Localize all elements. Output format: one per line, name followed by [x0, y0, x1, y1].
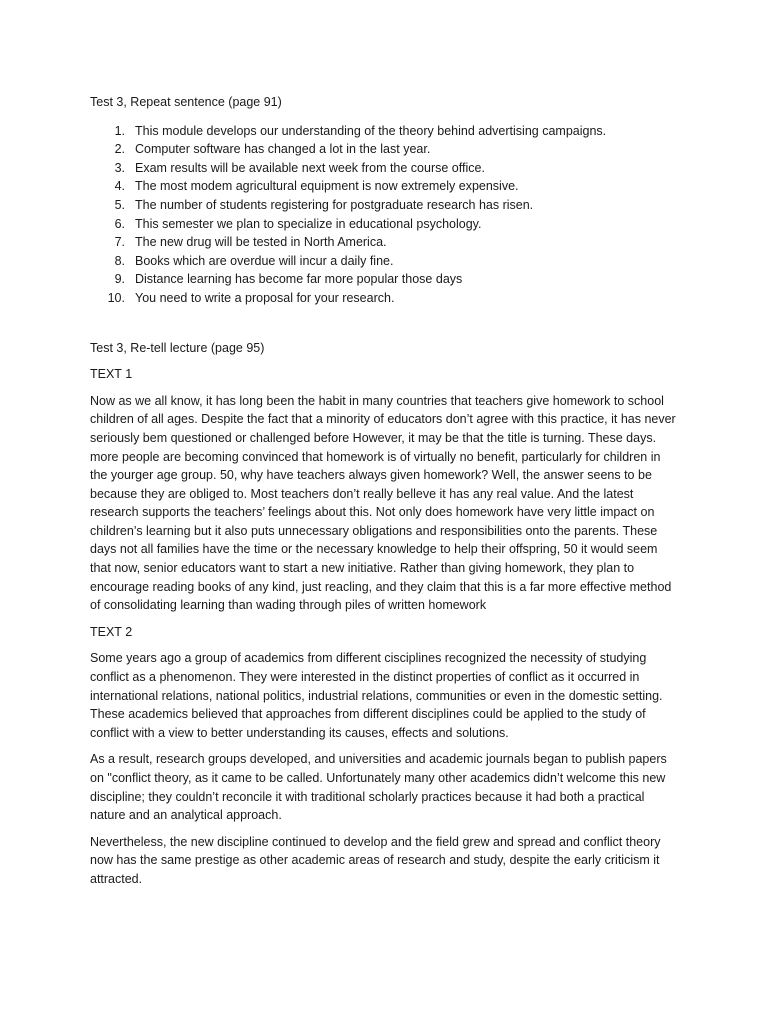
list-item: [90, 140, 680, 159]
repeat-sentence-list: [90, 122, 680, 308]
list-item-number: 8.: [114, 253, 125, 268]
list-item-text: This module develops our understanding of the theory behind advertising campaigns.: [135, 123, 607, 138]
list-item-text: Distance learning has become far more popular those days: [135, 272, 463, 287]
list-item-number: 2.: [114, 142, 125, 157]
list-item-text: The new drug will be tested in North America.: [135, 235, 387, 250]
list-item-text: Books which are overdue will incur a daily fine.: [135, 253, 394, 268]
list-item-number: 9.: [114, 272, 125, 287]
list-item: [90, 177, 680, 196]
retell-lecture-heading: Test 3, Re-tell lecture (page 95): [90, 340, 265, 355]
list-item: [90, 252, 680, 271]
list-item-text: The number of students registering for postgraduate research has risen.: [135, 197, 534, 212]
text-2-label: TEXT 2: [90, 624, 133, 639]
list-item-text: Exam results will be available next week from the course office.: [135, 160, 485, 175]
text-2-paragraph: As a result, research groups developed, and universities and academic journals began to publish papers on "conflict theory, as it came to be called. Unfortunately many other academics didn’t welcome this new discipline; they couldn’t reconcile it with traditional scholarly practices because it had both a practical nature and an analytical approach.: [90, 752, 667, 823]
list-item-number: 6.: [114, 216, 125, 231]
list-item-number: 5.: [114, 197, 125, 212]
list-item-text: The most modem agricultural equipment is now extremely expensive.: [135, 179, 519, 194]
list-item: [90, 270, 680, 289]
list-item: [90, 122, 680, 141]
repeat-sentence-heading: Test 3, Repeat sentence (page 91): [90, 95, 282, 109]
list-item: [90, 215, 680, 234]
list-item-text: Computer software has changed a lot in the last year.: [135, 142, 431, 157]
list-item-text: You need to write a proposal for your research.: [135, 290, 395, 305]
document-page: [90, 93, 680, 897]
list-item-number: 1.: [114, 123, 125, 138]
list-item: [90, 289, 680, 308]
text-1-label: TEXT 1: [90, 367, 133, 382]
list-item: [90, 159, 680, 178]
list-item-number: 4.: [114, 179, 125, 194]
text-2-paragraph: Some years ago a group of academics from different cisciplines recognized the necessity of studying conflict as a phenomenon. They were interested in the distinct properties of conflict as it occurred in international relations, national politics, industrial relations, communities or even in the domestic setting. These academics believed that approaches from different disciplines could be applied to the study of conflict with a view to better understanding its causes, effects and solutions.: [90, 651, 663, 740]
list-item-number: 3.: [114, 160, 125, 175]
list-item-number: 10.: [107, 290, 125, 305]
list-item: [90, 196, 680, 215]
list-item-text: This semester we plan to specialize in educational psychology.: [135, 216, 482, 231]
text-2-paragraph: Nevertheless, the new discipline continued to develop and the field grew and spread and conflict theory now has the same prestige as other academic areas of research and study, despite the early criticism it attracted.: [90, 834, 661, 886]
list-item: [90, 233, 680, 252]
list-item-number: 7.: [114, 235, 125, 250]
text-1-paragraph: Now as we all know, it has long been the habit in many countries that teachers give homework to school children of all ages. Despite the fact that a minority of educators don’t agree with this practice, it has never seriously bem questioned or challenged before However, it may be that the title is turning. These days. more people are becoming convinced that homework is of virtually no benefit, particularly for children in the yourger age group. 50, why have teachers always given homework? Well, the answer seens to be because they are obliged to. Most teachers don’t really belleve it has any real value. And the latest research supports the teachers’ feelings about this. Not only does homework have very little impact on children’s learning but it also puts unnecessary obligations and responsibilities onto the parents. These days not all families have the time or the necessary knowledge to help their offspring, 50 it would seem that now, senior educators want to start a new initiative. Rather than giving homework, they plan to encourage reading books of any kind, just reacling, and they claim that this is a far more effective method of consolidating learning than wading through piles of written homework: [90, 393, 676, 613]
